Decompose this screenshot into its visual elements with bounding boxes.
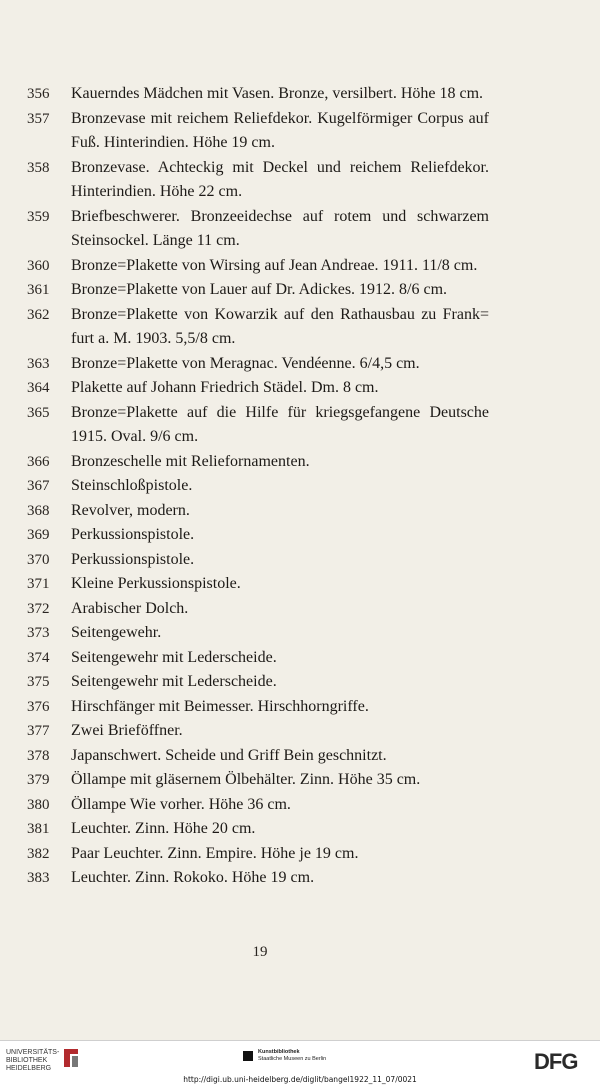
university-emblem-icon — [62, 1047, 80, 1069]
entry-text: Bronze=Plakette von Wirsing auf Jean Andreae. 1911. 11/8 cm. — [71, 256, 478, 274]
entry-number: 361 — [27, 282, 50, 298]
entry-text: Steinschloßpistole. — [71, 477, 193, 494]
entry-number: 370 — [27, 551, 50, 568]
entry-text: Japanschwert. Scheide und Griff Bein geschnitzt. — [71, 746, 387, 764]
entry-text: Öllampe Wie vorher. Höhe 36 cm. — [71, 795, 291, 813]
catalog-entry — [0, 523, 600, 548]
catalog-entry — [0, 793, 600, 818]
catalog-entry — [0, 719, 600, 744]
entry-number: 358 — [27, 159, 50, 176]
catalog-entry — [0, 156, 600, 205]
catalog-entry — [0, 82, 600, 107]
entry-number: 377 — [27, 723, 50, 739]
entry-number: 363 — [27, 355, 50, 372]
entry-number: 359 — [27, 208, 50, 225]
catalog-entry — [0, 572, 600, 597]
entry-number: 372 — [27, 600, 50, 617]
digitization-footer — [0, 1040, 600, 1086]
catalog-entry-list — [0, 82, 600, 891]
entry-text: Bronze=Plakette auf die Hilfe für kriegsgefangene Deutsche 1915. Oval. 9/6 cm. — [71, 403, 489, 445]
entry-text: Briefbeschwerer. Bronzeeidechse auf rotem und schwarzem Steinsockel. Länge 11 cm. — [71, 207, 489, 249]
entry-number: 365 — [27, 404, 50, 421]
catalog-entry — [0, 499, 600, 524]
entry-number: 376 — [27, 698, 50, 715]
catalog-entry — [0, 278, 600, 303]
entry-text: Perkussionspistole. — [71, 526, 195, 543]
entry-number: 367 — [27, 478, 50, 494]
entry-text: Seitengewehr. — [71, 624, 162, 641]
source-url[interactable]: http://digi.ub.uni-heidelberg.de/diglit/bangel1922_11_07/0021 — [183, 1075, 417, 1084]
entry-text: Bronzeschelle mit Reliefornamenten. — [71, 452, 310, 470]
kunstbibliothek-mark-icon — [243, 1051, 253, 1061]
entry-number: 369 — [27, 527, 50, 543]
catalog-entry — [0, 842, 600, 867]
entry-text: Bronzevase. Achteckig mit Deckel und reichem Reliefdekor. Hinterindien. Höhe 22 cm. — [71, 158, 489, 200]
entry-text: Bronze=Plakette von Meragnac. Vendéenne. 6/4,5 cm. — [71, 354, 420, 372]
catalog-entry — [0, 548, 600, 573]
catalog-entry — [0, 474, 600, 499]
catalog-entry — [0, 107, 600, 156]
catalog-entry — [0, 450, 600, 475]
catalog-entry — [0, 866, 600, 891]
entry-number: 356 — [27, 86, 50, 102]
entry-text: Öllampe mit gläsernem Ölbehälter. Zinn. Höhe 35 cm. — [71, 771, 421, 788]
entry-text: Bronze=Plakette von Lauer auf Dr. Adickes. 1912. 8/6 cm. — [71, 281, 448, 298]
entry-text: Paar Leuchter. Zinn. Empire. Höhe je 19 cm. — [71, 844, 359, 862]
entry-text: Perkussionspistole. — [71, 550, 195, 568]
catalog-entry — [0, 670, 600, 695]
entry-number: 379 — [27, 772, 50, 788]
entry-text: Revolver, modern. — [71, 501, 190, 519]
catalog-entry — [0, 695, 600, 720]
entry-text: Seitengewehr mit Lederscheide. — [71, 673, 277, 690]
entry-number: 378 — [27, 747, 50, 764]
kunstbibliothek-logo — [258, 1049, 368, 1063]
entry-text: Kleine Perkussionspistole. — [71, 575, 241, 592]
dfg-logo: DFG — [534, 1049, 578, 1074]
catalog-entry — [0, 254, 600, 279]
catalog-entry — [0, 646, 600, 671]
entry-text: Bronze=Plakette von Kowarzik auf den Rathausbau zu Frank= furt a. M. 1903. 5,5/8 cm. — [71, 305, 489, 347]
entry-text: Leuchter. Zinn. Höhe 20 cm. — [71, 820, 256, 837]
entry-text: Seitengewehr mit Lederscheide. — [71, 648, 277, 666]
entry-text: Kauerndes Mädchen mit Vasen. Bronze, versilbert. Höhe 18 cm. — [71, 85, 484, 102]
kunstbibliothek-title: Kunstbibliothek — [258, 1049, 300, 1055]
entry-text: Plakette auf Johann Friedrich Städel. Dm. 8 cm. — [71, 379, 379, 396]
entry-text: Hirschfänger mit Beimesser. Hirschhorngriffe. — [71, 697, 369, 715]
university-logo-line: UNIVERSITÄTS- — [6, 1049, 60, 1056]
entry-number: 357 — [27, 110, 50, 127]
university-logo-line: HEIDELBERG — [6, 1065, 52, 1072]
page-number: 19 — [252, 944, 268, 960]
entry-number: 381 — [27, 821, 50, 837]
university-logo-line: BIBLIOTHEK — [6, 1057, 48, 1064]
entry-text: Bronzevase mit reichem Reliefdekor. Kugelförmiger Corpus auf Fuß. Hinterindien. Höhe 19 cm. — [71, 109, 489, 151]
entry-text: Zwei Brieföffner. — [71, 722, 183, 739]
catalog-entry — [0, 376, 600, 401]
kunstbibliothek-subtitle: Staatliche Museen zu Berlin — [258, 1056, 327, 1062]
catalog-entry — [0, 205, 600, 254]
entry-number: 382 — [27, 845, 50, 862]
catalog-entry — [0, 352, 600, 377]
entry-number: 371 — [27, 576, 50, 592]
entry-number: 368 — [27, 502, 50, 519]
catalog-entry — [0, 621, 600, 646]
entry-number: 380 — [27, 796, 50, 813]
catalog-entry — [0, 303, 600, 352]
catalog-entry — [0, 768, 600, 793]
entry-text: Leuchter. Zinn. Rokoko. Höhe 19 cm. — [71, 869, 315, 886]
catalog-entry — [0, 744, 600, 769]
entry-number: 373 — [27, 625, 50, 641]
entry-number: 362 — [27, 306, 50, 323]
catalog-entry — [0, 817, 600, 842]
entry-number: 364 — [27, 380, 50, 396]
entry-number: 374 — [27, 649, 50, 666]
catalog-entry — [0, 401, 600, 450]
entry-number: 366 — [27, 453, 50, 470]
catalog-entry — [0, 597, 600, 622]
entry-number: 360 — [27, 257, 50, 274]
entry-number: 375 — [27, 674, 50, 690]
entry-number: 383 — [27, 870, 50, 886]
entry-text: Arabischer Dolch. — [71, 599, 189, 617]
